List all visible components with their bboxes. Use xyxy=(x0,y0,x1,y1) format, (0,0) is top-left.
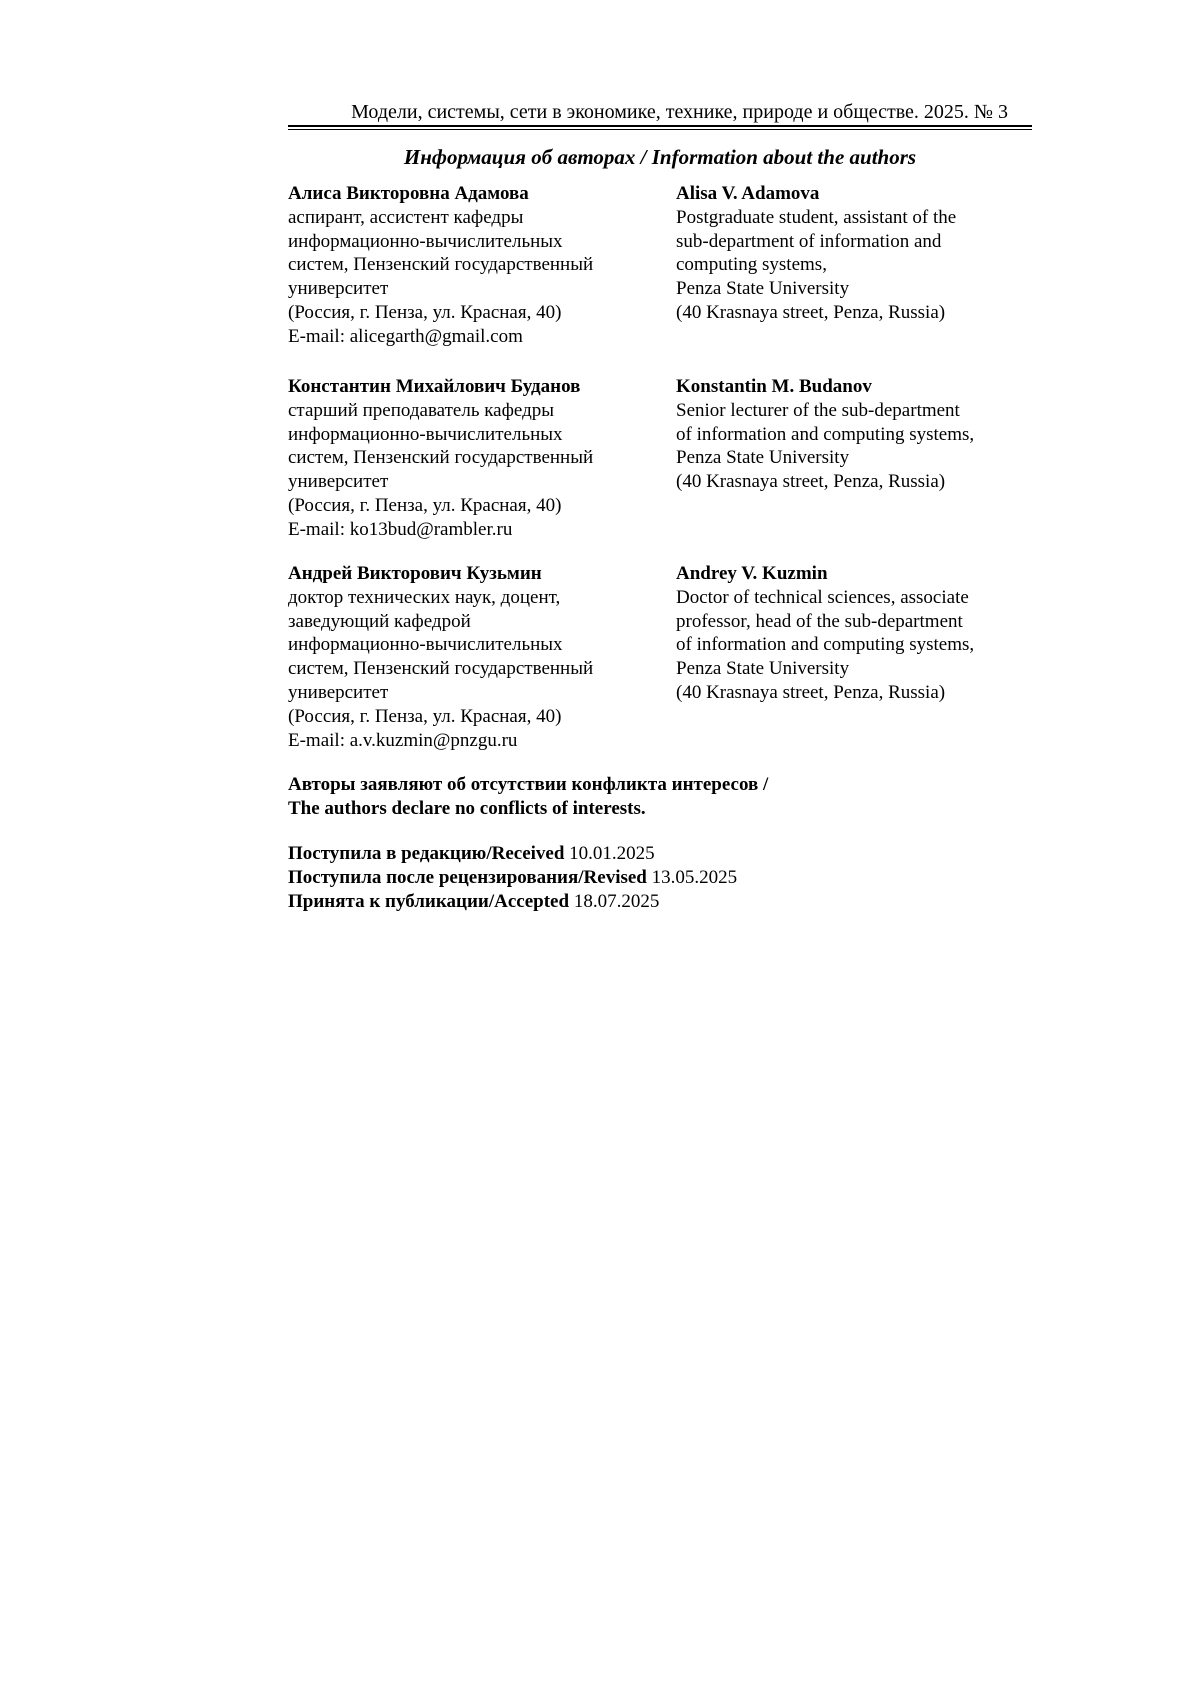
accepted-date-row xyxy=(288,890,1032,914)
author-detail-line: (40 Krasnaya street, Penza, Russia) xyxy=(676,301,946,323)
author-email: E-mail: ko13bud@rambler.ru xyxy=(288,518,513,540)
revised-value: 13.05.2025 xyxy=(651,866,738,888)
header-rule xyxy=(288,125,1032,127)
author-detail-line: (Россия, г. Пенза, ул. Красная, 40) xyxy=(288,494,562,516)
author-en-column xyxy=(676,182,1032,349)
author-detail-line: of information and computing systems, xyxy=(676,634,975,656)
author-email: E-mail: alicegarth@gmail.com xyxy=(288,325,523,347)
author-detail-line: computing systems, xyxy=(676,254,827,276)
author-detail-line: (Россия, г. Пенза, ул. Красная, 40) xyxy=(288,301,562,323)
author-detail-line: систем, Пензенский государственный xyxy=(288,658,594,680)
revised-label: Поступила после рецензирования/Revised xyxy=(288,866,652,888)
author-detail-line: (40 Krasnaya street, Penza, Russia) xyxy=(676,471,946,493)
author-detail-line: аспирант, ассистент кафедры xyxy=(288,206,524,228)
author-en-column xyxy=(676,375,1032,542)
author-detail-line: информационно-вычислительных xyxy=(288,230,563,252)
author-detail-line: университет xyxy=(288,681,389,703)
author-block-budanov xyxy=(288,375,1032,542)
author-detail-line: доктор технических наук, доцент, xyxy=(288,586,561,608)
publication-dates xyxy=(288,842,1032,913)
author-name-ru: Андрей Викторович Кузьмин xyxy=(288,563,542,584)
accepted-label: Принята к публикации/Accepted xyxy=(288,890,574,912)
author-detail-line: университет xyxy=(288,278,389,300)
author-detail-line: Penza State University xyxy=(676,447,850,469)
section-title: Информация об авторах / Information about the authors xyxy=(403,145,917,169)
accepted-value: 18.07.2025 xyxy=(573,890,660,912)
author-detail-line: professor, head of the sub-department xyxy=(676,610,963,632)
running-header: Модели, системы, сети в экономике, технике, природе и обществе. 2025. № 3 xyxy=(351,101,1008,123)
author-ru-column xyxy=(288,562,676,752)
author-name-ru: Константин Михайлович Буданов xyxy=(288,376,581,397)
author-detail-line: систем, Пензенский государственный xyxy=(288,447,594,469)
author-detail-line: Penza State University xyxy=(676,658,850,680)
author-en-column xyxy=(676,562,1032,752)
header-rule-thin xyxy=(288,129,1032,130)
revised-date-row xyxy=(288,866,1032,890)
author-name-en: Alisa V. Adamova xyxy=(676,183,820,204)
author-detail-line: информационно-вычислительных xyxy=(288,423,563,445)
conflict-line-ru: Авторы заявляют об отсутствии конфликта интересов / xyxy=(288,774,769,795)
author-detail-line: Penza State University xyxy=(676,278,850,300)
author-detail-line: университет xyxy=(288,471,389,493)
author-detail-line: Postgraduate student, assistant of the xyxy=(676,206,957,228)
conflict-line-en: The authors declare no conflicts of interests. xyxy=(288,797,646,819)
conflict-statement xyxy=(288,773,1032,821)
author-detail-line: заведующий кафедрой xyxy=(288,610,471,632)
author-detail-line: старший преподаватель кафедры xyxy=(288,399,555,421)
author-name-en: Andrey V. Kuzmin xyxy=(676,563,828,584)
author-detail-line: (Россия, г. Пенза, ул. Красная, 40) xyxy=(288,705,562,727)
author-block-kuzmin xyxy=(288,562,1032,752)
received-date-row xyxy=(288,842,1032,866)
received-value: 10.01.2025 xyxy=(569,843,655,864)
author-ru-column xyxy=(288,182,676,349)
author-detail-line: (40 Krasnaya street, Penza, Russia) xyxy=(676,681,946,703)
author-ru-column xyxy=(288,375,676,542)
author-block-adamova xyxy=(288,182,1032,349)
received-label: Поступила в редакцию/Received xyxy=(288,843,570,864)
author-detail-line: sub-department of information and xyxy=(676,230,942,252)
author-name-ru: Алиса Викторовна Адамова xyxy=(288,183,529,204)
author-detail-line: информационно-вычислительных xyxy=(288,634,563,656)
author-detail-line: of information and computing systems, xyxy=(676,423,975,445)
author-detail-line: Doctor of technical sciences, associate xyxy=(676,586,969,608)
author-detail-line: систем, Пензенский государственный xyxy=(288,254,594,276)
author-detail-line: Senior lecturer of the sub-department xyxy=(676,399,960,421)
author-email: E-mail: a.v.kuzmin@pnzgu.ru xyxy=(288,729,518,751)
author-name-en: Konstantin M. Budanov xyxy=(676,376,872,397)
